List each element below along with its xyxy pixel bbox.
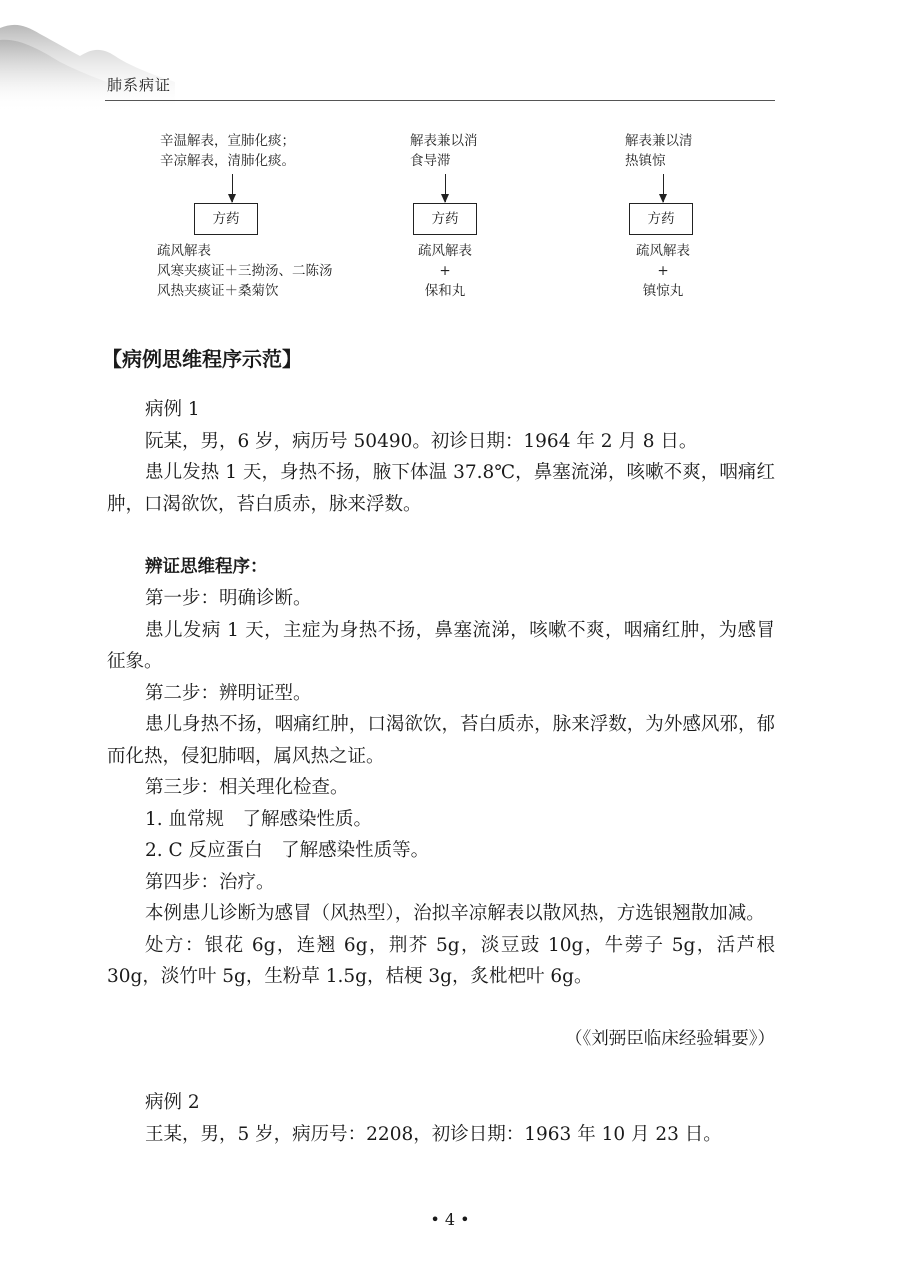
- paragraph: 患儿发病 1 天，主症为身热不扬，鼻塞流涕，咳嗽不爽，咽痛红肿，为感冒征象。: [107, 619, 775, 672]
- diagram-text: 解表兼以清: [625, 133, 693, 149]
- diagram-text: 热镇惊: [625, 153, 666, 169]
- arrow-down-icon: [445, 174, 446, 202]
- diagram-text: 风热夹痰证＋桑菊饮: [157, 283, 279, 299]
- paragraph: 患儿身热不扬，咽痛红肿，口渴欲饮，苔白质赤，脉来浮数，为外感风邪，郁而化热，侵犯肺咽，属风热之证。: [107, 714, 775, 767]
- diagram-box: 方药: [629, 203, 693, 235]
- spacer: [107, 520, 775, 552]
- diagram-text: +: [657, 263, 669, 279]
- diagram-col1-top: [160, 131, 295, 171]
- paragraph: 第三步：相关理化检查。: [145, 777, 349, 798]
- paragraph: 处方：银花 6g，连翘 6g，荆芥 5g，淡豆豉 10g，牛蒡子 5g，活芦根 30g，淡竹叶 5g，生粉草 1.5g，桔梗 3g，炙枇杷叶 6g。: [107, 934, 775, 987]
- diagram-box: 方药: [413, 203, 477, 235]
- diagram-col3-top: [625, 131, 693, 171]
- arrow-down-icon: [232, 174, 233, 202]
- mountain-decoration: [0, 0, 360, 110]
- diagram-col2-top: [410, 131, 478, 171]
- header-rule: [105, 100, 775, 101]
- paragraph: 2. C 反应蛋白 了解感染性质等。: [145, 840, 430, 861]
- diagram-box: 方药: [194, 203, 258, 235]
- paragraph: 王某，男，5 岁，病历号：2208，初诊日期：1963 年 10 月 23 日。: [145, 1123, 722, 1145]
- diagram-text: 疏风解表: [157, 243, 211, 259]
- body-text: [107, 394, 775, 1150]
- arrow-down-icon: [663, 174, 664, 202]
- diagram-col2-bottom: [385, 241, 505, 301]
- citation: （《刘弼臣临床经验辑要》）: [565, 1029, 775, 1049]
- section-title: 【病例思维程序示范】: [102, 347, 302, 371]
- diagram-col3-bottom: [603, 241, 723, 301]
- diagram-text: 食导滞: [410, 153, 451, 169]
- diagram-text: 保和丸: [424, 283, 466, 299]
- diagram-text: 镇惊丸: [642, 283, 684, 299]
- diagram-text: 辛凉解表，清肺化痰。: [160, 153, 295, 169]
- paragraph: 1. 血常规 了解感染性质。: [145, 808, 373, 830]
- paragraph: 第四步：治疗。: [145, 871, 275, 893]
- diagram-text: 风寒夹痰证＋三拗汤、二陈汤: [157, 263, 333, 279]
- paragraph: 患儿发热 1 天，身热不扬，腋下体温 37.8℃，鼻塞流涕，咳嗽不爽，咽痛红肿，口渴欲饮，苔白质赤，脉来浮数。: [107, 462, 775, 515]
- diagram-text: +: [439, 263, 451, 279]
- running-head: 肺系病证: [107, 76, 172, 94]
- case-title: 病例 1: [145, 399, 200, 420]
- diagram-text: 解表兼以消: [410, 133, 478, 149]
- paragraph: 阮某，男，6 岁，病历号 50490。初诊日期：1964 年 2 月 8 日。: [145, 430, 698, 452]
- subheading: 辨证思维程序：: [145, 556, 268, 577]
- paragraph: 第一步：明确诊断。: [145, 588, 312, 609]
- diagram-text: 辛温解表，宣肺化痰；: [160, 133, 295, 149]
- diagram-text: 疏风解表: [636, 243, 690, 259]
- paragraph: 本例患儿诊断为感冒（风热型），治拟辛凉解表以散风热，方选银翘散加减。: [145, 903, 765, 924]
- spacer: [107, 1056, 775, 1088]
- diagram-col1-bottom: [157, 241, 333, 301]
- page-number: • 4 •: [430, 1210, 470, 1229]
- case-title: 病例 2: [145, 1092, 200, 1113]
- spacer: [107, 993, 775, 1025]
- diagram-text: 疏风解表: [418, 243, 472, 259]
- paragraph: 第二步：辨明证型。: [145, 682, 312, 704]
